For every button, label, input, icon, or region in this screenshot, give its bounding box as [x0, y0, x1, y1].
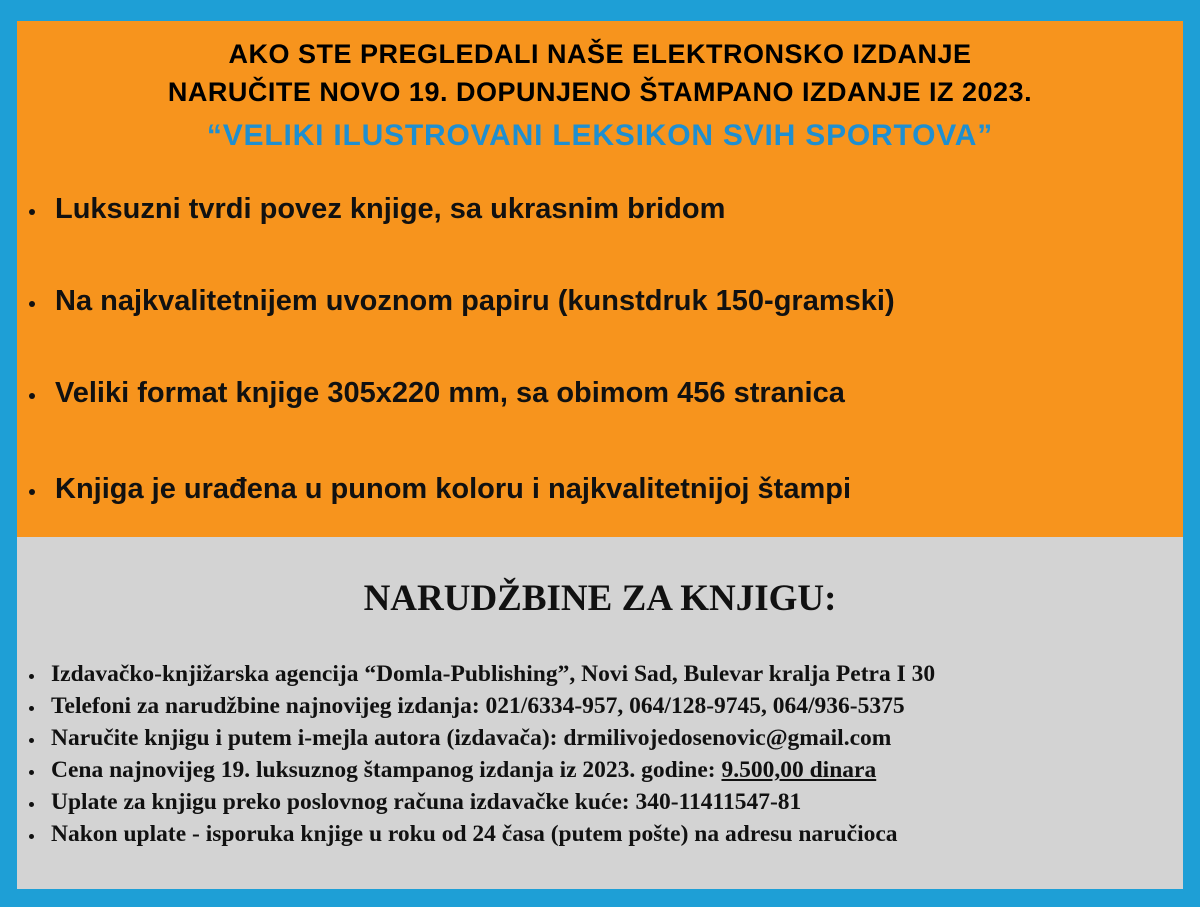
- bullet-icon: [29, 706, 34, 711]
- order-info-item: [29, 693, 1179, 720]
- order-info-item: [29, 757, 1179, 784]
- order-info-item: [29, 725, 1179, 752]
- order-info-text: Nakon uplate - isporuka knjige u roku od 24 časa (putem pošte) na adresu naručioca: [51, 821, 898, 847]
- order-info-text: Cena najnovijeg 19. luksuznog štampanog izdanja iz 2023. godine:: [51, 757, 722, 783]
- feature-text: Luksuzni tvrdi povez knjige, sa ukrasnim bridom: [55, 193, 726, 225]
- order-info-text: Izdavačko-knjižarska agencija “Domla-Publishing”, Novi Sad, Bulevar kralja Petra I 30: [51, 661, 936, 687]
- promo-section: [17, 21, 1183, 537]
- order-info-text: Naručite knjigu i putem i-mejla autora (izdavača): drmilivojedosenovic@gmail.com: [51, 725, 892, 751]
- feature-item: [29, 193, 1179, 226]
- bullet-icon: [29, 802, 34, 807]
- price-value: 9.500,00 dinara: [721, 757, 877, 783]
- feature-text: Knjiga je urađena u punom koloru i najkvalitetnijoj štampi: [55, 473, 852, 505]
- order-info-item: [29, 661, 1179, 688]
- bullet-icon: [29, 489, 35, 495]
- orders-title: NARUDŽBINE ZA KNJIGU:: [363, 578, 837, 619]
- bullet-icon: [29, 674, 34, 679]
- feature-text: Veliki format knjige 305x220 mm, sa obimom 456 stranica: [55, 377, 845, 409]
- headline-line-1: AKO STE PREGLEDALI NAŠE ELEKTRONSKO IZDANJE: [228, 39, 972, 69]
- bullet-icon: [29, 834, 34, 839]
- bullet-icon: [29, 770, 34, 775]
- orders-section: [17, 537, 1183, 889]
- book-title: “VELIKI ILUSTROVANI LEKSIKON SVIH SPORTOVA”: [206, 119, 994, 152]
- bullet-icon: [29, 209, 35, 215]
- order-info-text: Telefoni za narudžbine najnovijeg izdanja: 021/6334-957, 064/128-9745, 064/936-5375: [51, 693, 905, 719]
- feature-text: Na najkvalitetnijem uvoznom papiru (kunstdruk 150-gramski): [55, 285, 895, 317]
- flyer: [17, 21, 1183, 889]
- feature-item: [29, 473, 1179, 506]
- feature-item: [29, 377, 1179, 410]
- bullet-icon: [29, 301, 35, 307]
- order-info-item: [29, 789, 1179, 816]
- feature-item: [29, 285, 1179, 318]
- order-info-item: [29, 821, 1179, 848]
- bullet-icon: [29, 393, 35, 399]
- bullet-icon: [29, 738, 34, 743]
- headline-line-2: NARUČITE NOVO 19. DOPUNJENO ŠTAMPANO IZDANJE IZ 2023.: [167, 77, 1033, 107]
- order-info-text: Uplate za knjigu preko poslovnog računa izdavačke kuće: 340-11411547-81: [51, 789, 802, 815]
